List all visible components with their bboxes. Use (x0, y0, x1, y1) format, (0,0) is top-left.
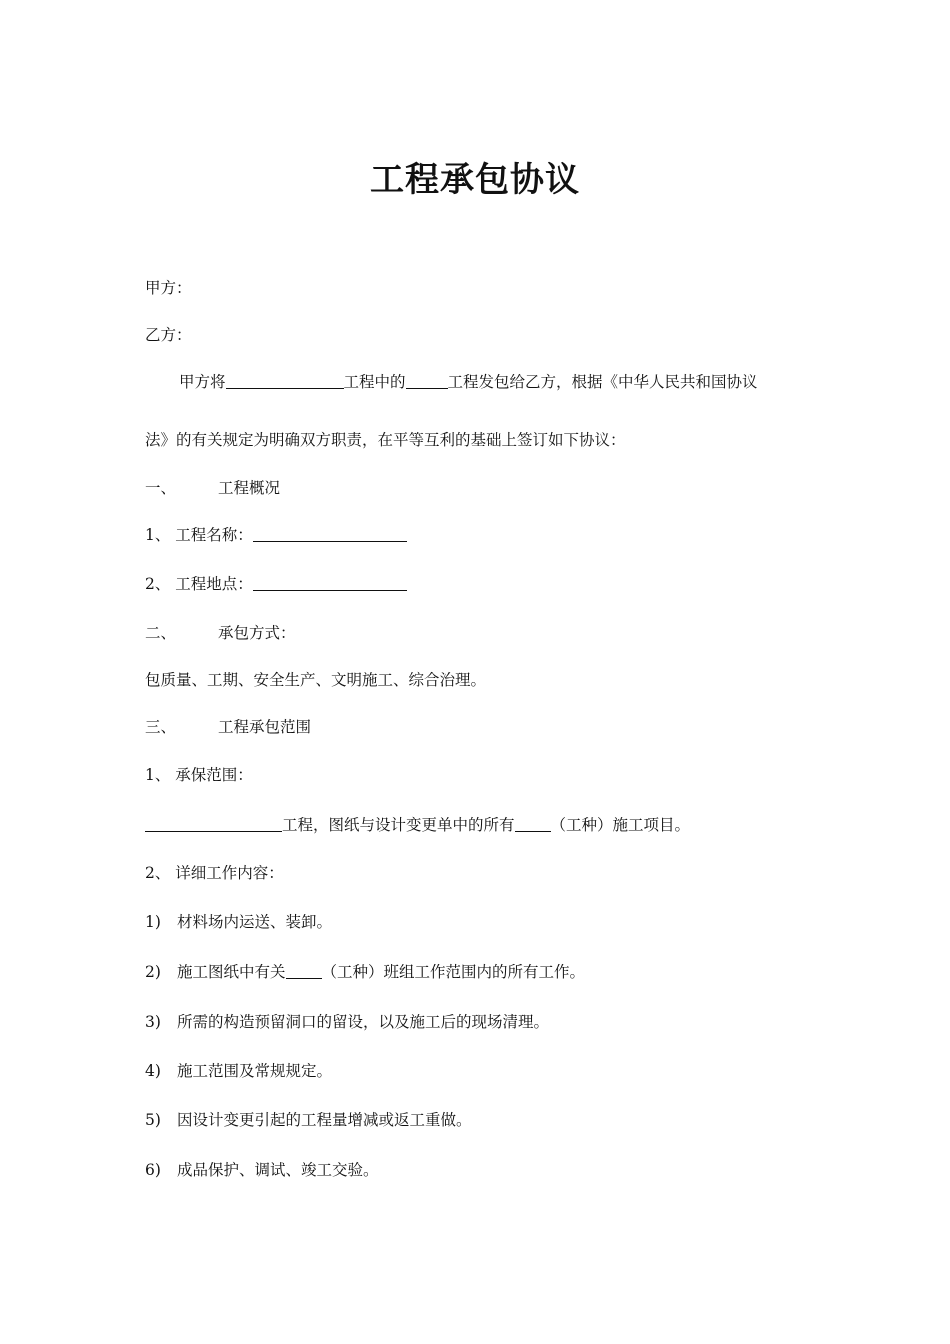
project-name-label: 1、 工程名称： (145, 526, 253, 544)
document-title: 工程承包协议 (370, 160, 580, 200)
item-text: 因设计变更引起的工程量增减或返工重做。 (177, 1111, 472, 1129)
section-1-heading (145, 477, 280, 499)
section-2-heading (145, 622, 296, 644)
intro-text: 工程中的 (343, 373, 406, 391)
scope-detail-line (145, 814, 690, 836)
scope-text: （工种）施工项目。 (550, 816, 691, 834)
work-item (145, 1060, 332, 1082)
party-b-line (145, 324, 192, 346)
item-text: 施工范围及常规规定。 (177, 1062, 333, 1080)
item-text: 所需的构造预留洞口的留设，以及施工后的现场清理。 (177, 1013, 550, 1031)
item-number: 2) (145, 963, 161, 981)
project-name-line (145, 524, 407, 546)
item-number: 3) (145, 1013, 161, 1031)
section-number: 二、 (145, 624, 177, 642)
section-title: 承包方式： (218, 624, 296, 642)
work-item (145, 1011, 549, 1033)
scope-text: 工程，图纸与设计变更单中的所有 (282, 816, 515, 834)
section-number: 三、 (145, 718, 177, 736)
party-a-label: 甲方： (145, 279, 192, 297)
item-text: 材料场内运送、装卸。 (177, 913, 333, 931)
project-location-label: 2、 工程地点： (145, 575, 253, 593)
item-text: 成品保护、调试、竣工交验。 (177, 1161, 379, 1179)
section-3-heading (145, 716, 311, 738)
contract-method-text (145, 669, 486, 691)
project-location-line (145, 573, 407, 595)
work-label-line (145, 862, 284, 884)
section-title: 工程承包范围 (218, 718, 312, 736)
project-blank[interactable] (226, 372, 344, 389)
scope-label: 1、 承保范围： (145, 766, 253, 784)
section-title: 工程概况 (218, 479, 281, 497)
intro-line-1 (179, 371, 758, 393)
party-a-line (145, 277, 192, 299)
item-number: 1) (145, 913, 161, 931)
contract-method: 包质量、工期、安全生产、文明施工、综合治理。 (145, 671, 487, 689)
intro-line-2 (145, 429, 626, 451)
item-number: 5) (145, 1111, 161, 1129)
trade-blank[interactable] (406, 372, 448, 389)
work-item (145, 961, 585, 983)
item-text: （工种）班组工作范围内的所有工作。 (321, 963, 586, 981)
item-number: 4) (145, 1062, 161, 1080)
item-number: 6) (145, 1161, 161, 1179)
work-item (145, 911, 332, 933)
party-b-label: 乙方： (145, 326, 192, 344)
scope-project-blank[interactable] (145, 815, 282, 832)
item-text: 施工图纸中有关 (177, 963, 286, 981)
work-label: 2、 详细工作内容： (145, 864, 284, 882)
work-item (145, 1109, 472, 1131)
work-trade-blank[interactable] (286, 962, 322, 979)
scope-label-line (145, 764, 253, 786)
intro-text: 甲方将 (179, 373, 226, 391)
project-name-blank[interactable] (253, 525, 407, 542)
scope-trade-blank[interactable] (515, 815, 551, 832)
project-location-blank[interactable] (253, 574, 407, 591)
section-number: 一、 (145, 479, 177, 497)
intro-text: 工程发包给乙方，根据《中华人民共和国协议 (447, 373, 758, 391)
intro-text: 法》的有关规定为明确双方职责，在平等互利的基础上签订如下协议： (145, 431, 626, 449)
work-item (145, 1159, 379, 1181)
